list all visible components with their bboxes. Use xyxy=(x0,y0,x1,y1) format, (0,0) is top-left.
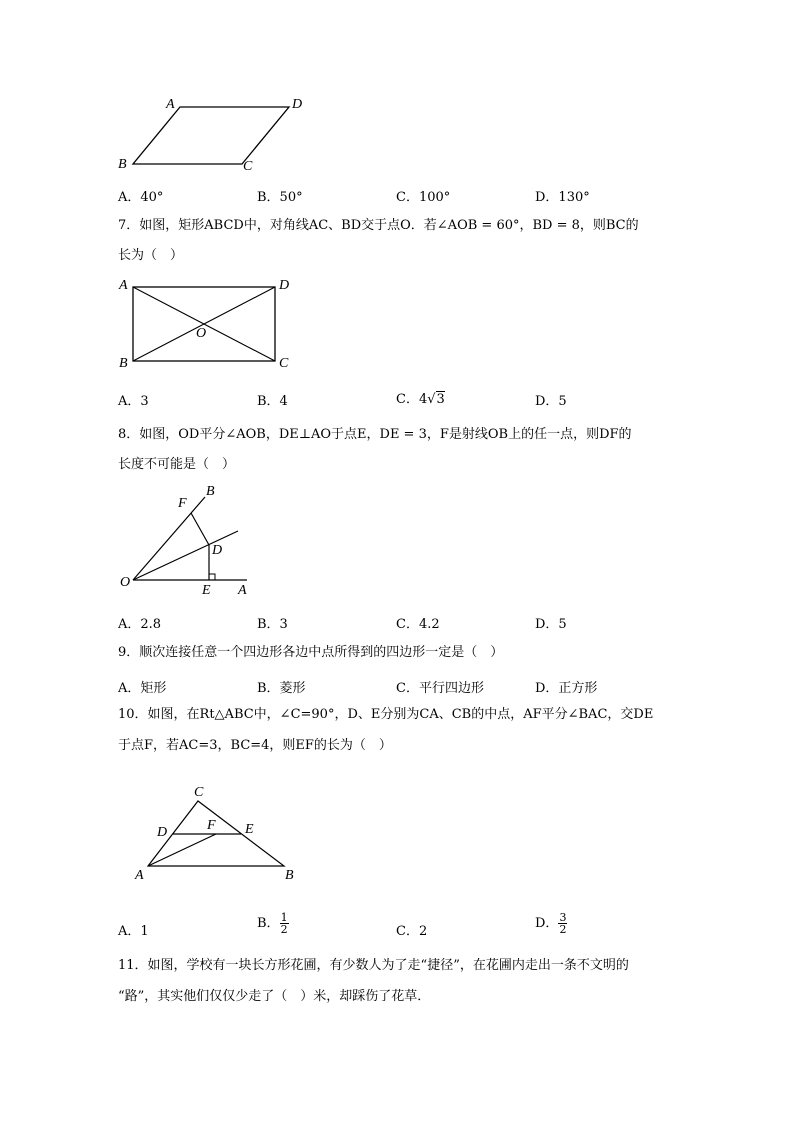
fig1-label-c: C xyxy=(243,159,253,174)
q11-stem-line2: “路”，其实他们仅仅少走了（ ）米，却踩伤了花草． xyxy=(118,989,431,1004)
q9-option-b[interactable]: B．菱形 xyxy=(257,681,306,696)
q6-option-a[interactable]: A．40° xyxy=(118,190,164,205)
fig2-label-a: A xyxy=(119,278,128,293)
q6-option-d[interactable]: D．130° xyxy=(535,190,590,205)
q8-option-a[interactable]: A．2.8 xyxy=(118,617,162,632)
fig1-label-b: B xyxy=(118,157,127,172)
q8-option-d[interactable]: D．5 xyxy=(535,617,567,632)
fig4-label-c: C xyxy=(194,785,204,800)
fig2-label-b: B xyxy=(119,356,128,371)
fig1-label-d: D xyxy=(292,97,303,112)
q7-option-b[interactable]: B．4 xyxy=(257,394,288,409)
q10-option-d[interactable] xyxy=(535,912,567,935)
q9-option-c[interactable]: C．平行四边形 xyxy=(396,681,484,696)
q8-stem-line2: 长度不可能是（ ） xyxy=(118,457,236,472)
fig3-label-f: F xyxy=(178,496,187,511)
q10-option-a[interactable]: A．1 xyxy=(118,924,149,939)
q10-option-b[interactable] xyxy=(257,912,289,935)
fig1-label-a: A xyxy=(166,97,175,112)
fig4-label-f: F xyxy=(207,818,216,833)
q6-option-c[interactable]: C．100° xyxy=(396,190,451,205)
q7-option-c-radicand: 3 xyxy=(436,392,445,407)
q9-option-d[interactable]: D．正方形 xyxy=(535,681,598,696)
fig2-label-c: C xyxy=(279,356,289,371)
fig4-label-e: E xyxy=(245,822,254,837)
fig4-label-b: B xyxy=(285,868,294,883)
fig4-label-d: D xyxy=(157,825,168,840)
q10-stem-line2: 于点F，若AC=3，BC=4，则EF的长为（ ） xyxy=(118,738,392,753)
fraction-numerator: 3 xyxy=(559,911,567,924)
q7-stem-line1: 7．如图，矩形ABCD中，对角线AC、BD交于点O．若∠AOB = 60°，BD = 8，则BC的 xyxy=(118,218,639,233)
q10-stem-line1: 10．如图，在Rt△ABC中，∠C=90°，D、E分别为CA、CB的中点，AF平分∠BAC，交DE xyxy=(118,707,654,722)
fig2-label-o: O xyxy=(196,326,207,341)
fig2-label-d: D xyxy=(279,278,290,293)
q8-stem-line1: 8．如图，OD平分∠AOB，DE⊥AO于点E，DE = 3，F是射线OB上的任一点，则DF的 xyxy=(118,427,632,442)
q10-option-b-prefix: B． xyxy=(257,916,280,931)
q11-stem-line1: 11．如图，学校有一块长方形花圃，有少数人为了走“捷径”，在花圃内走出一条不文明的 xyxy=(118,958,629,973)
q7-stem-line2: 长为（ ） xyxy=(118,248,184,263)
fraction-numerator: 1 xyxy=(280,911,288,924)
q7-option-c-prefix: C．4 xyxy=(396,392,428,407)
q10-option-d-prefix: D． xyxy=(535,916,559,931)
q9-stem-line1: 9．顺次连接任意一个四边形各边中点所得到的四边形一定是（ ） xyxy=(118,645,504,660)
q9-option-a[interactable]: A．矩形 xyxy=(118,681,167,696)
fraction-denominator: 2 xyxy=(280,923,288,936)
fig3-label-e: E xyxy=(202,583,211,598)
q10-option-d-fraction xyxy=(558,912,567,935)
q8-option-b[interactable]: B．3 xyxy=(257,617,288,632)
fig3-label-b: B xyxy=(206,484,215,499)
fig3-label-a: A xyxy=(238,583,247,598)
fraction-denominator: 2 xyxy=(559,923,567,936)
q10-option-b-fraction xyxy=(280,912,289,935)
fig4-label-a: A xyxy=(135,868,144,883)
q8-option-c[interactable]: C．4.2 xyxy=(396,617,440,632)
q10-option-c[interactable]: C．2 xyxy=(396,924,428,939)
sqrt-symbol: √3 xyxy=(427,392,445,407)
q7-option-a[interactable]: A．3 xyxy=(118,394,149,409)
q6-option-b[interactable]: B．50° xyxy=(257,190,303,205)
fig3-label-d: D xyxy=(212,543,223,558)
fig3-label-o: O xyxy=(120,575,131,590)
q7-option-d[interactable]: D．5 xyxy=(535,394,567,409)
